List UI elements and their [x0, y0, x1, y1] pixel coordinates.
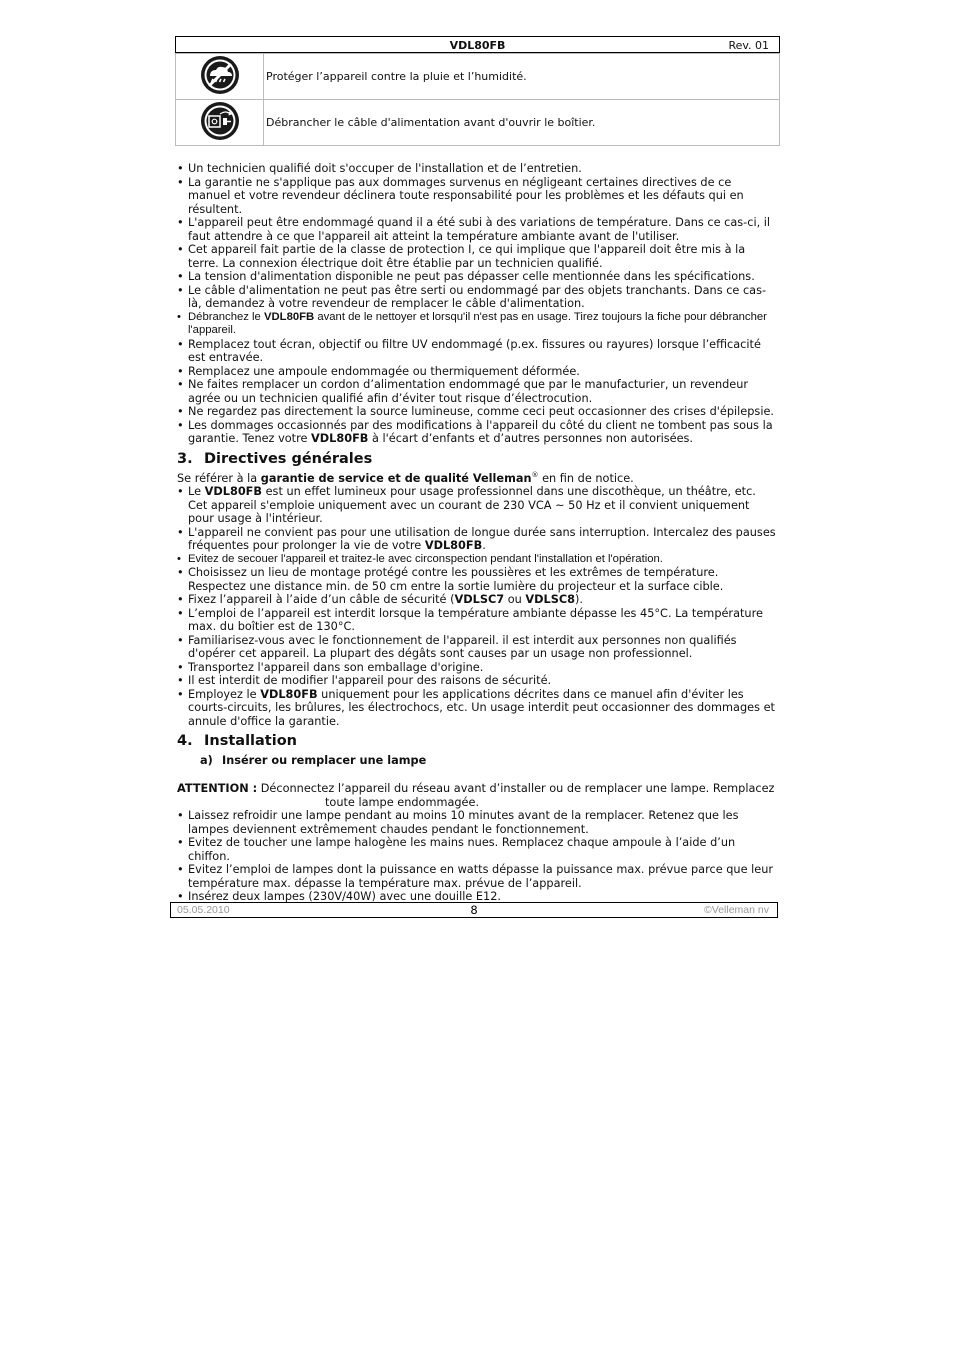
icon-row-text: Protéger l’appareil contre la pluie et l’humidité.	[264, 54, 780, 100]
list-item: • Le câble d'alimentation ne peut pas être serti ou endommagé par des objets tranchants. Dans ce cas-là, demandez à votre revendeur de remplacer le câble d'alimentation.	[177, 284, 777, 311]
text: ou	[504, 593, 526, 606]
footer-date: 05.05.2010	[177, 904, 230, 916]
section-intro	[177, 472, 777, 486]
text: Le	[188, 485, 205, 498]
text: Débranchez le	[188, 310, 264, 323]
icon-row-text: Débrancher le câble d'alimentation avant d'ouvrir le boîtier.	[264, 100, 780, 146]
product-code: VDLSC8	[525, 593, 575, 606]
page-footer	[170, 902, 778, 918]
installation-list	[177, 809, 777, 904]
text-bold: garantie de service et de qualité Velleman	[260, 471, 532, 485]
subsection-heading	[200, 754, 777, 768]
section-heading-3	[177, 450, 777, 468]
subsection-title: Insérer ou remplacer une lampe	[222, 754, 427, 767]
list-item	[177, 419, 777, 446]
list-item: • Cet appareil fait partie de la classe de protection I, ce qui implique que l'appareil doit être mis à la terre. La connexion électrique doit être établie par un technicien qualifié.	[177, 243, 777, 270]
list-item	[177, 593, 777, 607]
attention-note	[177, 782, 777, 809]
page-content	[177, 162, 777, 904]
footer-copyright: ©Velleman nv	[704, 904, 769, 916]
list-item: • L’emploi de l’appareil est interdit lorsque la température ambiante dépasse les 45°C. La température max. du boîtier est de 130°C.	[177, 607, 777, 634]
text: avant de le nettoyer et lorsqu'il n'est pas en usage. Tirez toujours la fiche pour débrancher l'appareil.	[188, 310, 767, 336]
list-item: • Remplacez tout écran, objectif ou filtre UV endommagé (p.ex. fissures ou rayures) lorsque l’efficacité est entravée.	[177, 338, 777, 365]
list-item: • Ne regardez pas directement la source lumineuse, comme ceci peut occasionner des crises d'épilepsie.	[177, 405, 777, 419]
registered-mark: ®	[531, 470, 539, 479]
list-item: • Un technicien qualifié doit s'occuper de l'installation et de l’entretien.	[177, 162, 777, 176]
product-code: VDL80FB	[204, 485, 263, 498]
list-item: • Familiarisez-vous avec le fonctionnement de l'appareil. il est interdit aux personnes non qualifiés d'opérer cet appareil. La plupart des dégâts sont causes par un usage non professionnel.	[177, 634, 777, 661]
icon-cell	[176, 54, 264, 100]
icon-row	[176, 100, 780, 146]
list-item: • Evitez de secouer l'appareil et traitez-le avec circonspection pendant l'installation et l'opération.	[177, 553, 777, 567]
list-item	[177, 485, 777, 526]
list-item: • Transportez l'appareil dans son emballage d'origine.	[177, 661, 777, 675]
subsection-number: a)	[200, 754, 213, 767]
text: Employez le	[188, 687, 261, 701]
product-code: VDL80FB	[424, 539, 483, 552]
text: est un effet lumineux pour usage professionnel dans une discothèque, un théâtre, etc. Cet appareil s'emploie uniquement avec un courant de 230 VCA ~ 50 Hz et il convient uniquement pour usage à l'intérieur.	[188, 485, 756, 525]
text: à l'écart d’enfants et d’autres personnes non autorisées.	[368, 432, 694, 445]
product-code: VDL80FB	[263, 310, 315, 323]
list-item: • La garantie ne s'applique pas aux dommages survenus en négligeant certaines directives de ce manuel et votre revendeur déclinera toute responsabilité pour les problèmes et les défauts qui en résultent.	[177, 176, 777, 217]
list-item: • Ne faites remplacer un cordon d’alimentation endommagé que par le manufacturier, un revendeur agrée ou un technicien qualifié afin d’éviter tout risque d’électrocution.	[177, 378, 777, 405]
section-number: 3.	[177, 450, 193, 467]
icon-row	[176, 54, 780, 100]
section-title: Installation	[204, 733, 297, 749]
text: Les dommages occasionnés par des modifications à l'appareil du côté du client ne tombent pas sous la garantie. Tenez votre	[188, 418, 773, 445]
page-number: 8	[470, 903, 478, 917]
text: Déconnectez l’appareil du réseau avant d’installer ou de remplacer une lampe. Remplacez	[257, 782, 775, 795]
list-item: • Evitez de toucher une lampe halogène les mains nues. Remplacez chaque ampoule à l’aide d’un chiffon.	[177, 836, 777, 863]
text: Fixez l’appareil à l’aide d’un câble de sécurité (	[188, 593, 455, 606]
list-item: • L'appareil peut être endommagé quand il a été subi à des variations de température. Dans ce cas-ci, il faut attendre à ce que l'appareil ait atteint la température ambiante avant de l'utiliser.	[177, 216, 777, 243]
list-item: • La tension d'alimentation disponible ne peut pas dépasser celle mentionnée dans les spécifications.	[177, 270, 777, 284]
icon-cell	[176, 100, 264, 146]
list-item	[177, 311, 777, 338]
unplug-before-opening-icon	[200, 101, 240, 141]
list-item: • Evitez l’emploi de lampes dont la puissance en watts dépasse la puissance max. prévue parce que leur température max. dépasse la température max. prévue de l’appareil.	[177, 863, 777, 890]
safety-list	[177, 162, 777, 446]
product-code: VDL80FB	[311, 432, 369, 445]
safety-icons-table	[175, 53, 780, 146]
text: en fin de notice.	[538, 471, 634, 485]
product-code: VDL80FB	[260, 687, 318, 701]
text: L'appareil ne convient pas pour une utilisation de longue durée sans interruption. Intercalez des pauses fréquentes pour prolonger la vie de votre	[188, 525, 776, 552]
product-code: VDLSC7	[454, 593, 505, 606]
section-number: 4.	[177, 733, 193, 749]
text: ).	[575, 593, 583, 606]
section-title: Directives générales	[204, 450, 373, 467]
guidelines-list	[177, 485, 777, 728]
list-item: • Remplacez une ampoule endommagée ou thermiquement déformée.	[177, 365, 777, 379]
text: toute lampe endommagée.	[325, 795, 480, 809]
list-item: • Insérez deux lampes (230V/40W) avec une douille E12.	[177, 890, 777, 904]
text: uniquement pour les applications décrites dans ce manuel afin d'éviter les courts-circuits, les brûlures, les électrochocs, etc. Un usage interdit peut occasionner des dommages et annule d'office la garantie.	[188, 687, 775, 728]
header-revision: Rev. 01	[728, 39, 769, 52]
section-heading-4	[177, 732, 777, 750]
list-item: • Choisissez un lieu de montage protégé contre les poussières et les extrêmes de température. Respectez une distance min. de 50 cm entre la sortie lumière du projecteur et la surface cible.	[177, 566, 777, 593]
no-rain-moisture-icon	[200, 55, 240, 95]
text: .	[482, 539, 486, 552]
page-header	[175, 36, 780, 53]
text: Se référer à la	[177, 471, 261, 485]
list-item: • Laissez refroidir une lampe pendant au moins 10 minutes avant de la remplacer. Retenez que les lampes deviennent extrêmement chaudes pendant le fonctionnement.	[177, 809, 777, 836]
list-item	[177, 688, 777, 729]
attention-label: ATTENTION :	[177, 782, 258, 795]
list-item: • Il est interdit de modifier l'appareil pour des raisons de sécurité.	[177, 674, 777, 688]
list-item	[177, 526, 777, 553]
header-model: VDL80FB	[449, 39, 506, 52]
